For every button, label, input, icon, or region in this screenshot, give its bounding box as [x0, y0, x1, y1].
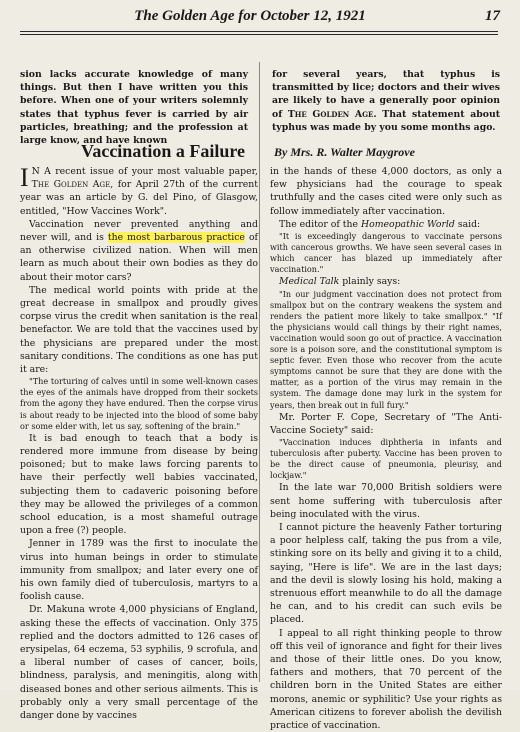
top-right-column [272, 68, 500, 134]
quoted-passage-cancer: "It is exceedingly dangerous to vaccinate persons with cancerous growths. We have seen several cases in which cancer has blazed up immediately after vaccination." [270, 231, 502, 275]
continued-paragraph-right: for several years, that typhus is transmitted by lice; doctors and their wives are likely to have a generally poor opinion of The Golden Age. That statement about typhus was made by you some months ago. [272, 69, 500, 133]
article-paragraph-jenner: Jenner in 1789 was the first to inoculate the virus into human beings in order to stimulate immunity from smallpox; and later every one of his own family died of tuberculosis, martyrs to a foolish cause. [20, 538, 258, 603]
publication-name: The Golden Age [31, 179, 111, 191]
running-header: The Golden Age for October 12, 1921 [134, 8, 366, 24]
medical-talk-intro: Medical Talk plainly says: [279, 276, 401, 288]
article-paragraph-3: The medical world points with pride at the great decrease in smallpox and proudly gives corpse virus the credit when sanitation is the real benefactor. We are told that the vaccines used by the physicians are prepared under the most sanitary conditions. The conditions as one has put it are: [20, 284, 258, 376]
journal-title: Medical Talk [279, 276, 340, 288]
article-title: Vaccination a Failure [80, 141, 245, 161]
article-paragraph-makuna: Dr. Makuna wrote 4,000 physicians of England, asking these the effects of vaccination. Only 375 replied and the doctors admitted to 126 cases of erysipelas, 64 eczema, 53 syphilis, 9 scrofula, and a liberal number of cases of cancer, boils, blindness, paralysis, and meningitis, along with diseased bones and other serious ailments. This is probably only a very small percentage of the danger done by vaccines [20, 604, 258, 721]
cope-intro: Mr. Porter F. Cope, Secretary of "The Anti-Vaccine Society" said: [270, 411, 502, 436]
article-paragraph-1: I N A recent issue of your most valuable paper, The Golden Age, for April 27th of the current year was an article by G. del Pino, of Glasgow, entitled, "How Vaccines Work". [20, 163, 258, 217]
continued-paragraph-left: sion lacks accurate knowledge of many things. But then I have written you this before. When one of your writers solemnly states that typhus fever is carried by air particles, breathing; and the profession at large know, and have known [20, 69, 248, 147]
header-rule-lower [20, 34, 498, 35]
highlighted-phrase: the most barbarous practice [107, 232, 245, 244]
publication-name: The Golden Age [287, 108, 374, 120]
article-paragraph-appeal: I appeal to all right thinking people to throw off this veil of ignorance and fight for their lives and those of their little ones. Do you know, fathers and mothers, that 70 percent of the children born in the United States are either morons, anemic or syphilitic? Use your rights as American citizens to forever abolish the devilish practice of vaccination. [270, 627, 502, 732]
article-paragraph-soldiers: In the late war 70,000 British soldiers were sent home suffering with tuberculosis after being inoculated with the virus. [270, 482, 502, 520]
homeopathic-intro: The editor of the Homeopathic World said: [279, 218, 481, 230]
quoted-passage-cope: "Vaccination induces diphtheria in infants and tuberculosis after puberty. Vaccine has been proven to be the direct cause of pneumonia, pleurisy, and lockjaw." [270, 437, 502, 481]
article-paragraph-father: I cannot picture the heavenly Father torturing a poor helpless calf, taking the pus from a vile, stinking sore on its belly and giving it to a child, saying, "Here is life". We are in the last days; and the devil is slowly losing his hold, making a strenuous effort meanwhile to do all the damage he can, and to his credit can such evils be placed. [270, 522, 502, 626]
article-paragraph-5: It is bad enough to teach that a body is rendered more immune from disease by being poisoned; but to make laws forcing parents to have their perfectly well babies vaccinated, subjecting them to cadaveric poisoning before they may be allowed the privileges of a common school education, is a most shameful outrage upon a free (?) people. [20, 432, 258, 537]
drop-cap: I [20, 163, 29, 192]
article-byline: By Mrs. R. Walter Maygrove [274, 145, 415, 159]
quoted-passage-calves: "The torturing of calves until in some well-known cases the eyes of the animals have dropped from their sockets from the agony they have endured. Then the corpse virus is about ready to be injected into the blood of some baby or some elder with, let us say, softening of the brain." [20, 376, 258, 431]
page-number: 17 [485, 8, 500, 24]
journal-title: Homeopathic World [360, 218, 455, 230]
quoted-passage-medical-talk: "In our judgment vaccination does not protect from smallpox but on the contrary weakens the system and renders the patient more likely to take smallpox." "If the physicians would call things by their right names, vaccination would soon go out of practice. A vaccination sore is a poison sore, and the constitutional symptom is septic fever. Even those who recover from the acute symptoms cannot be sure that they are done with the matter, as a portion of the virus may remain in the system. The damage done may lurk in the system for years, then break out in full fury." [270, 288, 502, 410]
article-paragraph-2: Vaccination never prevented anything and never will, and is the most barbarous practice of an otherwise civilized nation. When will men learn as much about their own bodies as they do about their motor cars? [20, 218, 258, 283]
header-rule [20, 31, 498, 32]
article-paragraph-continued: in the hands of these 4,000 doctors, as only a few physicians had the courage to speak truthfully and the cases cited were only such as follow immediately after vaccination. [270, 166, 502, 217]
article-right-column [270, 165, 502, 732]
article-left-column [20, 165, 258, 722]
top-left-column [20, 68, 248, 147]
